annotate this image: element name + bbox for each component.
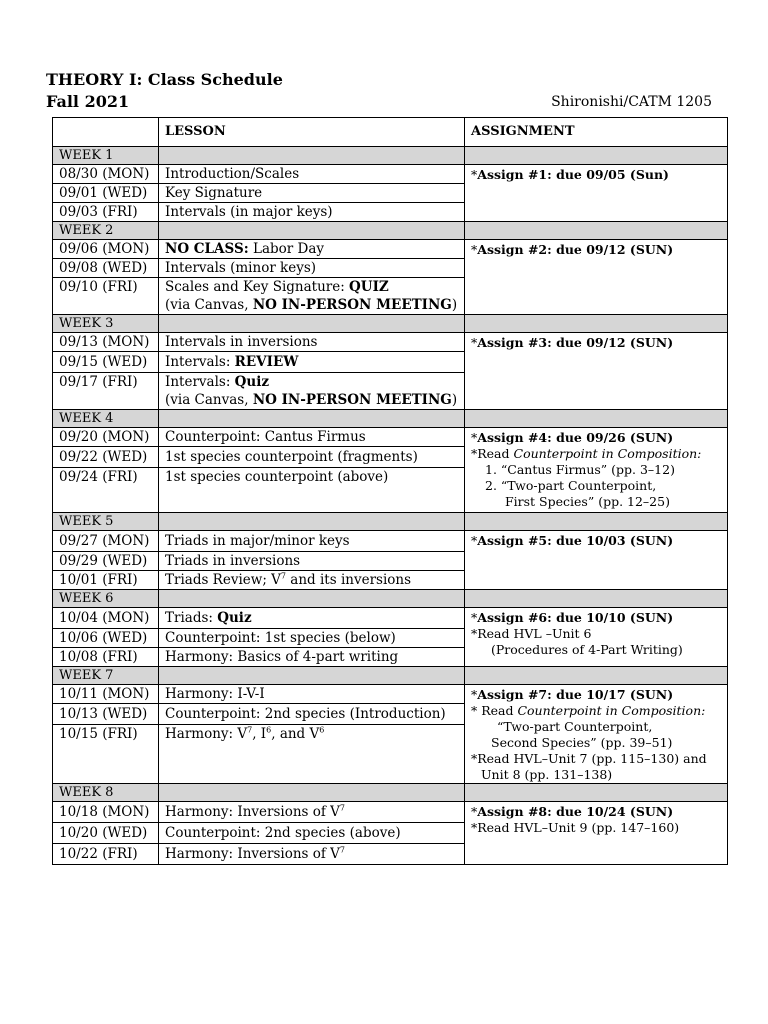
week-label: WEEK 2 [53, 222, 159, 240]
week-row [53, 315, 728, 333]
reading-item: (Procedures of 4-Part Writing) [491, 642, 683, 657]
lesson-cell: Counterpoint: 2nd species (above) [159, 823, 465, 844]
lesson-cell [159, 844, 465, 865]
lesson-text: Triads Review; V [165, 572, 281, 588]
lesson-cell: Triads in major/minor keys [159, 531, 465, 552]
date-cell: 09/22 (WED) [53, 447, 159, 468]
paren-close: ) [451, 297, 458, 313]
date-cell: 10/01 (FRI) [53, 571, 159, 590]
asterisk: * [471, 335, 478, 350]
week-label: WEEK 6 [53, 590, 159, 608]
lesson-text: Harmony: Inversions of V [165, 846, 340, 862]
asterisk: * [471, 687, 478, 702]
lesson-cell [159, 608, 465, 629]
assignment-title: Assign #6: due 10/10 (SUN) [477, 610, 674, 625]
reading-item: Second Species” (pp. 39–51) [491, 735, 673, 750]
lesson-text: Harmony: Inversions of V [165, 804, 340, 820]
date-cell: 10/22 (FRI) [53, 844, 159, 865]
instructor-room: Shironishi/CATM 1205 [551, 94, 712, 110]
lesson-cell: Counterpoint: Cantus Firmus [159, 428, 465, 447]
week-label: WEEK 7 [53, 667, 159, 685]
assignment-cell [465, 608, 728, 667]
lesson-text: , I [252, 726, 267, 742]
week-row [53, 410, 728, 428]
table-row [53, 685, 728, 704]
date-cell: 09/15 (WED) [53, 352, 159, 373]
week-row [53, 784, 728, 802]
lesson-cell [159, 725, 465, 784]
lesson-note: (via Canvas, [165, 297, 253, 313]
reading-item: First Species” (pp. 12–25) [505, 494, 670, 509]
book-title: Counterpoint in Composition: [517, 703, 706, 718]
schedule-table [52, 117, 728, 865]
holiday-name: Labor Day [248, 241, 325, 257]
reading-line [471, 446, 721, 462]
table-row [53, 531, 728, 552]
asterisk: * [471, 242, 478, 257]
reading-line: *Read HVL –Unit 6 [471, 626, 592, 641]
quiz-label: Quiz [217, 610, 252, 626]
lesson-cell: Key Signature [159, 184, 465, 203]
page-title: THEORY I: Class Schedule [46, 70, 283, 89]
date-header [53, 118, 159, 147]
assignment-title: Assign #2: due 09/12 (SUN) [477, 242, 674, 257]
date-cell: 09/10 (FRI) [53, 278, 159, 315]
superscript: 7 [339, 803, 346, 813]
week-label: WEEK 8 [53, 784, 159, 802]
read-prefix: * Read [471, 703, 518, 718]
table-row [53, 802, 728, 823]
superscript: 6 [266, 725, 272, 735]
date-cell: 09/20 (MON) [53, 428, 159, 447]
date-cell: 10/04 (MON) [53, 608, 159, 629]
week-row [53, 513, 728, 531]
table-row [53, 428, 728, 447]
week-label: WEEK 4 [53, 410, 159, 428]
assignment-cell [465, 531, 728, 590]
lesson-header: LESSON [159, 118, 465, 147]
week-label: WEEK 5 [53, 513, 159, 531]
assignment-title-line [471, 610, 721, 626]
date-cell: 10/18 (MON) [53, 802, 159, 823]
assignment-title: Assign #1: due 09/05 (Sun) [477, 167, 669, 182]
term-label: Fall 2021 [46, 92, 130, 111]
assignment-title: Assign #3: due 09/12 (SUN) [477, 335, 674, 350]
superscript: 6 [319, 725, 325, 735]
assignment-cell [465, 333, 728, 410]
lesson-cell [159, 240, 465, 259]
assignment-title: Assign #7: due 10/17 (SUN) [477, 687, 674, 702]
reading-item: 1. “Cantus Firmus” (pp. 3–12) [485, 462, 675, 477]
lesson-cell: Intervals (in major keys) [159, 203, 465, 222]
no-meeting-label: NO IN-PERSON MEETING [252, 297, 452, 313]
assignment-title: Assign #8: due 10/24 (SUN) [477, 804, 674, 819]
table-row [53, 240, 728, 259]
asterisk: * [471, 167, 478, 182]
reading-line: *Read HVL–Unit 7 (pp. 115–130) and [471, 751, 707, 766]
lesson-cell [159, 802, 465, 823]
week-row [53, 147, 728, 165]
assignment-title-line [471, 687, 721, 703]
read-prefix: *Read [471, 446, 514, 461]
table-row [53, 165, 728, 184]
lesson-cell: Harmony: I-V-I [159, 685, 465, 704]
lesson-note: (via Canvas, [165, 392, 253, 408]
lesson-text: , and V [271, 726, 320, 742]
lesson-text: Intervals: [165, 374, 235, 390]
assignment-title: Assign #5: due 10/03 (SUN) [477, 533, 674, 548]
lesson-cell [159, 373, 465, 410]
quiz-label: QUIZ [349, 279, 389, 295]
lesson-cell [159, 352, 465, 373]
book-title: Counterpoint in Composition: [513, 446, 702, 461]
lesson-text: Scales and Key Signature: [165, 279, 350, 295]
date-cell: 10/08 (FRI) [53, 648, 159, 667]
lesson-cell: Counterpoint: 1st species (below) [159, 629, 465, 648]
asterisk: * [471, 533, 478, 548]
lesson-text: and its inversions [286, 572, 412, 588]
reading-item: Unit 8 (pp. 131–138) [481, 767, 613, 782]
date-cell: 09/08 (WED) [53, 259, 159, 278]
assignment-cell [465, 428, 728, 513]
reading-item: 2. “Two-part Counterpoint, [485, 478, 657, 493]
table-header-row [53, 118, 728, 147]
lesson-cell: Counterpoint: 2nd species (Introduction) [159, 704, 465, 725]
week-label: WEEK 3 [53, 315, 159, 333]
assignment-cell [465, 165, 728, 222]
week-label: WEEK 1 [53, 147, 159, 165]
no-class-label: NO CLASS: [165, 241, 249, 257]
lesson-cell [159, 571, 465, 590]
reading-line: *Read HVL–Unit 9 (pp. 147–160) [471, 820, 680, 835]
lesson-cell: 1st species counterpoint (fragments) [159, 447, 465, 468]
assignment-cell [465, 802, 728, 865]
assignment-title-line [471, 804, 721, 820]
date-cell: 09/06 (MON) [53, 240, 159, 259]
lesson-text: Triads: [165, 610, 218, 626]
superscript: 7 [339, 845, 346, 855]
asterisk: * [471, 610, 478, 625]
lesson-cell: 1st species counterpoint (above) [159, 468, 465, 513]
lesson-text: Intervals: [165, 354, 235, 370]
lesson-cell: Introduction/Scales [159, 165, 465, 184]
review-label: REVIEW [234, 354, 299, 370]
asterisk: * [471, 430, 478, 445]
assignment-title-line [471, 430, 721, 446]
superscript: 7 [280, 571, 287, 581]
date-cell: 10/13 (WED) [53, 704, 159, 725]
reading-item: “Two-part Counterpoint, [497, 719, 653, 734]
date-cell: 09/24 (FRI) [53, 468, 159, 513]
assignment-cell [465, 685, 728, 784]
date-cell: 08/30 (MON) [53, 165, 159, 184]
week-row [53, 667, 728, 685]
table-row [53, 333, 728, 352]
date-cell: 09/03 (FRI) [53, 203, 159, 222]
superscript: 7 [247, 725, 253, 735]
lesson-cell: Harmony: Basics of 4-part writing [159, 648, 465, 667]
table-row [53, 608, 728, 629]
lesson-cell: Intervals in inversions [159, 333, 465, 352]
quiz-label: Quiz [234, 374, 270, 390]
date-cell: 10/06 (WED) [53, 629, 159, 648]
date-cell: 10/20 (WED) [53, 823, 159, 844]
date-cell: 09/27 (MON) [53, 531, 159, 552]
lesson-cell: Triads in inversions [159, 552, 465, 571]
lesson-text: Harmony: V [165, 726, 248, 742]
date-cell: 09/17 (FRI) [53, 373, 159, 410]
no-meeting-label: NO IN-PERSON MEETING [252, 392, 452, 408]
date-cell: 09/29 (WED) [53, 552, 159, 571]
asterisk: * [471, 804, 478, 819]
date-cell: 09/13 (MON) [53, 333, 159, 352]
assignment-header: ASSIGNMENT [465, 118, 728, 147]
week-row [53, 222, 728, 240]
assignment-title: Assign #4: due 09/26 (SUN) [477, 430, 674, 445]
week-row [53, 590, 728, 608]
date-cell: 10/11 (MON) [53, 685, 159, 704]
lesson-cell [159, 278, 465, 315]
reading-line [471, 703, 721, 719]
paren-close: ) [451, 392, 458, 408]
date-cell: 09/01 (WED) [53, 184, 159, 203]
assignment-cell [465, 240, 728, 315]
date-cell: 10/15 (FRI) [53, 725, 159, 784]
lesson-cell: Intervals (minor keys) [159, 259, 465, 278]
